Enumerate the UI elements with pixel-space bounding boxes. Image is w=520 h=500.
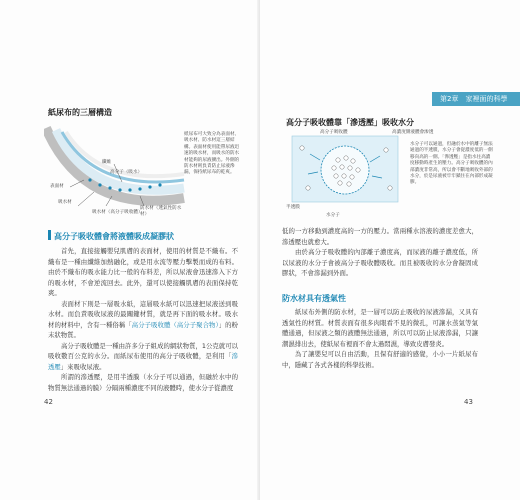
label-high-conc: 高濃度側液體會渗透 xyxy=(392,130,434,135)
left-paragraph-4: 所謂的滲透壓，是用半透膜（水分子可以通過，但融於水中的物質無法通過的膜）分隔兩種濃度不同的液體時，使水分子從濃度 xyxy=(48,373,238,392)
right-paragraph-1: 低的一方移動到濃度高的一方的壓力。當兩種水溶液的濃度差愈大，滲透壓也就愈大。 xyxy=(282,227,478,246)
label-absorbent: 吸水材（高分子吸收體） xyxy=(92,210,143,215)
label-high-polymer: 高分子吸收體 xyxy=(320,130,348,135)
left-paragraph-3 xyxy=(48,341,238,373)
osmosis-figure-title: 高分子吸收體靠「滲透壓」吸收水分 xyxy=(286,118,414,127)
label-water-molecule: 水分子 xyxy=(326,213,340,218)
left-paragraph-2-end: 」的粉末狀物質。 xyxy=(48,320,239,339)
label-fiber: 纖維 xyxy=(102,160,112,165)
left-page-number: 42 xyxy=(44,398,53,406)
left-paragraph-2-highlight: 高分子吸收體（高分子聚合物） xyxy=(131,320,219,329)
right-body-text-top xyxy=(282,226,478,279)
subhead-waterproof: 防水材具有透氣性 xyxy=(282,294,346,303)
right-paragraph-3: 紙尿布外側的防水材，是一層可以防止吸收的尿液滲漏，又具有透氣性的材質。材質表面有很多肉眼看不見的微孔，可讓水蒸氣等氣體通過，但尿液之類的液體無法通過，所以可以防止尿液滲漏，只讓潮濕排出去，使紙尿布裡面不會太過悶濕，導致皮膚發炎。 xyxy=(282,308,478,348)
label-surface: 表面材 xyxy=(50,184,64,189)
right-body-text-bottom xyxy=(282,307,478,370)
right-page-number: 43 xyxy=(464,398,473,406)
left-paragraph-2 xyxy=(48,299,238,341)
left-paragraph-1: 首先，直接接觸嬰兒肌膚的表面材，使用的材質是不織布。不織布是一種由纖維加熱融化，或是用水流等壓力擊製而成的布料。由於不織布的吸水能力比一般的布料差，所以尿液會迅速滲入下方的吸水材，不會逆流回去。此外，還可以使接觸肌膚的表面保持乾爽。 xyxy=(48,247,238,297)
diaper-layers-figure-note: 紙尿布可大致分為表面材、吸水材、防水材這三層結構。表面材使用能帶尿液迅速的吸水材，而吸水的防水材能夠的尿液擴出。外側的防水材則負責防止尿液滲漏，保持紙尿布的乾爽。 xyxy=(184,132,240,176)
subhead-marker xyxy=(48,230,51,240)
chapter-header-tab: 第2章 家裡面的科學 xyxy=(432,92,520,106)
osmosis-illustration xyxy=(286,130,404,210)
label-polymer: 高分子（吸水） xyxy=(110,170,143,175)
left-body-text xyxy=(48,246,238,393)
diaper-layers-figure-title: 紙尿布的三層構造 xyxy=(48,108,112,117)
left-paragraph-3-highlight: 滲透壓 xyxy=(48,352,238,371)
label-absorb-layer: 吸水材 xyxy=(58,200,72,205)
right-paragraph-4: 為了讓嬰兒可以自由活動，且保有舒適的感覺，小小一片紙尿布中，隱藏了各式各樣的科學技術。 xyxy=(282,350,478,369)
label-semipermeable: 半透膜 xyxy=(286,205,300,210)
left-paragraph-3-text: 高分子吸收體是一種由許多分子組成的網狀物質，1公克就可以吸收數百公克的水分。而紙尿布使用的高分子吸收體，是利用「 xyxy=(48,341,238,360)
right-paragraph-2: 由於高分子吸收體的內部離子濃度高，而尿液的離子濃度低，所以尿液的水分子會被高分子吸收體吸收。而且被吸收的水分會凝固成膠狀，不會滲漏到外面。 xyxy=(282,248,478,277)
osmosis-figure-note: 水分子可以通過，但融於水中的離子無法通過的半透膜，水分子會從濃度低的一側移向高的一側。「滲透壓」是指水往高濃度移動時產生的壓力。高分子吸收體的內部濃度非常高，所以會不斷地吸收外部的水分，於是尿液被牢牢鎖住在內部形成凝膠。 xyxy=(410,142,493,186)
left-paragraph-2-text: 表面材下則是一層吸水紙，這層吸水紙可以迅速把尿液送到吸水材。而負責吸收尿液的最關鍵材質，就是再下面的吸水材。吸水材的材料中，含有一種俗稱「 xyxy=(48,299,238,329)
label-waterproof: 防水材（透氣性防水材） xyxy=(140,206,182,218)
left-paragraph-3-end: 」來吸收尿液。 xyxy=(60,362,106,371)
right-page xyxy=(260,0,520,500)
subhead-polymer-gel: 高分子吸收體會將液體吸成凝膠狀 xyxy=(54,232,174,241)
